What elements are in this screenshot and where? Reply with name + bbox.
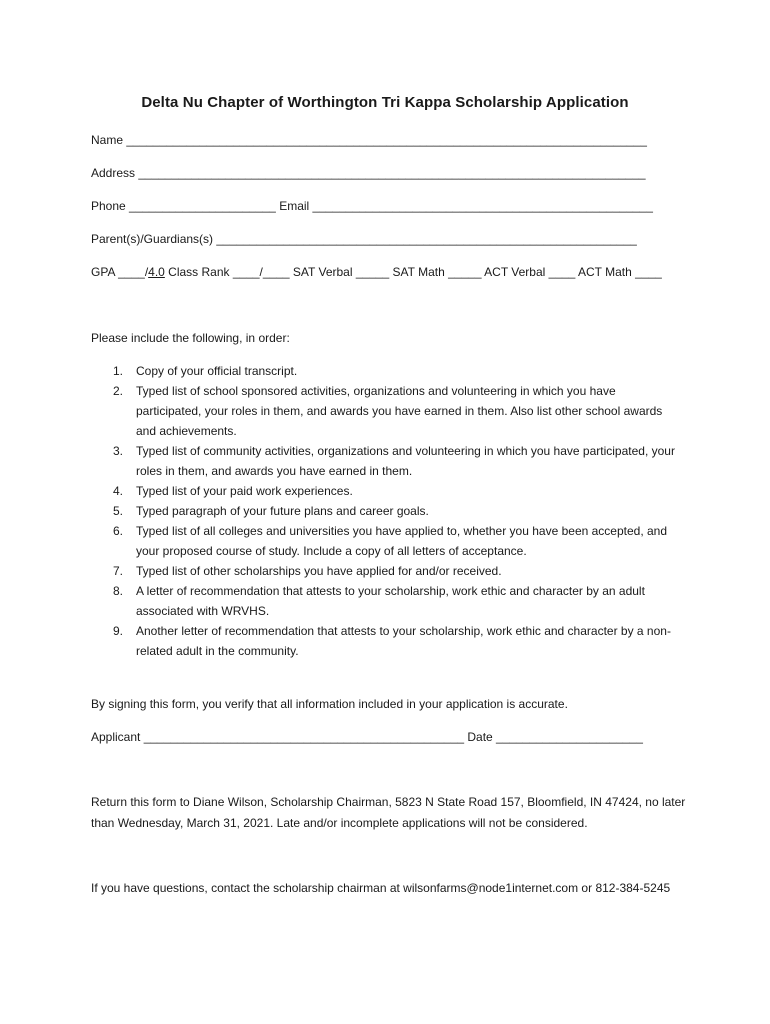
page-title: Delta Nu Chapter of Worthington Tri Kappa Scholarship Application (141, 94, 629, 111)
scores-field-line (91, 265, 662, 279)
list-item: 4. Typed list of your paid work experiences. (113, 484, 353, 498)
list-item: 5. Typed paragraph of your future plans and career goals. (113, 504, 429, 518)
intro-text: Please include the following, in order: (91, 331, 290, 345)
verify-statement: By signing this form, you verify that all information included in your application is accurate. (91, 697, 568, 711)
gpa-scale: 4.0 (148, 265, 165, 279)
gpa-label: GPA ____/ (91, 265, 149, 279)
requirements-list (91, 361, 681, 661)
list-item: 9. Another letter of recommendation that attests to your scholarship, work ethic and character by a non-related adult in the community. (113, 624, 671, 658)
parents-field-line: Parent(s)/Guardians(s) _______________________________________________________________ (91, 232, 637, 246)
applicant-signature-line: Applicant ________________________________________________ Date ______________________ (91, 730, 643, 744)
name-field-line: Name ______________________________________________________________________________ (91, 133, 647, 147)
return-instructions: Return this form to Diane Wilson, Scholarship Chairman, 5823 N State Road 157, Bloomfield, IN 47424, no later than Wednesday, March 31, 2021. Late and/or incomplete applications will not be considered. (91, 795, 686, 830)
list-item: 6. Typed list of all colleges and universities you have applied to, whether you have been accepted, and your proposed course of study. Include a copy of all letters of acceptance. (113, 524, 668, 558)
list-item: 7. Typed list of other scholarships you have applied for and/or received. (113, 564, 502, 578)
list-item: 8. A letter of recommendation that attests to your scholarship, work ethic and character by an adult associated with WRVHS. (113, 584, 645, 618)
address-field-line: Address ____________________________________________________________________________ (91, 166, 646, 180)
contact-info: If you have questions, contact the scholarship chairman at wilsonfarms@node1internet.com or 812-384-5245 (91, 881, 671, 895)
list-item: 3. Typed list of community activities, organizations and volunteering in which you have participated, your roles in them, and awards you have earned in them. (113, 444, 675, 478)
phone-email-field-line: Phone ______________________ Email ___________________________________________________ (91, 199, 653, 213)
scores-label: Class Rank ____/____ SAT Verbal _____ SAT Math _____ ACT Verbal ____ ACT Math ____ (164, 265, 662, 279)
list-item: 1. Copy of your official transcript. (113, 364, 298, 378)
list-item: 2. Typed list of school sponsored activities, organizations and volunteering in which you have participated, your roles in them, and awards you have earned in them. Also list other school awards and achievements. (113, 384, 663, 438)
